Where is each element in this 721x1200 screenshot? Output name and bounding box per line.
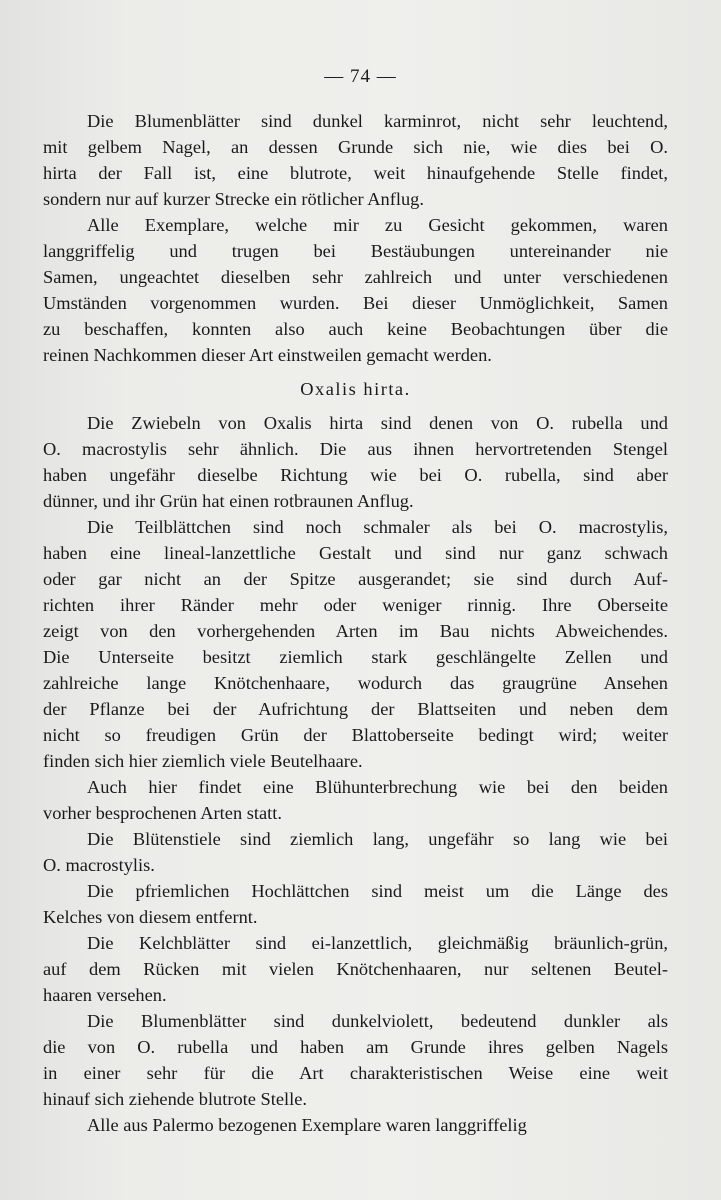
page-number: — 74 —	[324, 66, 397, 87]
paragraph	[43, 108, 668, 212]
text-line: in einer sehr für die Art charakteristischen Weise eine weit	[43, 1063, 668, 1083]
text-line: mit gelbem Nagel, an dessen Grunde sich nie, wie dies bei O.	[43, 137, 668, 157]
text-line: Die Blumenblätter sind dunkel karminrot, nicht sehr leuchtend,	[87, 111, 668, 131]
text-block-after-heading	[43, 410, 668, 1138]
text-line: hinauf sich ziehende blutrote Stelle.	[43, 1089, 308, 1109]
paragraph	[43, 878, 668, 930]
text-line: zu beschaffen, konnten also auch keine Beobachtungen über die	[43, 319, 668, 339]
paragraph	[43, 774, 668, 826]
text-line: Die Blütenstiele sind ziemlich lang, ungefähr so lang wie bei	[87, 829, 668, 849]
text-line: dünner, und ihr Grün hat einen rotbraunen Anflug.	[43, 491, 414, 511]
text-line: Alle aus Palermo bezogenen Exemplare waren langgriffelig	[87, 1115, 527, 1135]
text-line: Die Kelchblätter sind ei-lanzettlich, gleichmäßig bräunlich-grün,	[87, 933, 668, 953]
paragraph	[43, 1008, 668, 1112]
paragraph	[43, 1112, 668, 1138]
text-line: sondern nur auf kurzer Strecke ein rötlicher Anflug.	[43, 189, 424, 209]
text-line: der Pflanze bei der Aufrichtung der Blattseiten und neben dem	[43, 699, 668, 719]
text-line: O. macrostylis sehr ähnlich. Die aus ihnen hervortretenden Stengel	[43, 439, 668, 459]
text-line: langgriffelig und trugen bei Bestäubungen untereinander nie	[43, 241, 668, 261]
text-line: Umständen vorgenommen wurden. Bei dieser Unmöglichkeit, Samen	[43, 293, 668, 313]
section-heading: Oxalis hirta.	[300, 379, 411, 399]
text-line: Alle Exemplare, welche mir zu Gesicht gekommen, waren	[87, 215, 668, 235]
text-line: O. macrostylis.	[43, 855, 155, 875]
text-line: Kelches von diesem entfernt.	[43, 907, 258, 927]
text-line: zahlreiche lange Knötchenhaare, wodurch das graugrüne Ansehen	[43, 673, 668, 693]
paragraph	[43, 212, 668, 368]
text-line: haben ungefähr dieselbe Richtung wie bei O. rubella, sind aber	[43, 465, 668, 485]
text-line: Samen, ungeachtet dieselben sehr zahlreich und unter verschiedenen	[43, 267, 668, 287]
text-line: finden sich hier ziemlich viele Beutelhaare.	[43, 751, 363, 771]
text-line: haben eine lineal-lanzettliche Gestalt und sind nur ganz schwach	[43, 543, 668, 563]
text-line: Die Teilblättchen sind noch schmaler als bei O. macrostylis,	[87, 517, 668, 537]
text-line: die von O. rubella und haben am Grunde ihres gelben Nagels	[43, 1037, 668, 1057]
text-line: auf dem Rücken mit vielen Knötchenhaaren, nur seltenen Beutel-	[43, 959, 668, 979]
paragraph	[43, 410, 668, 514]
text-line: oder gar nicht an der Spitze ausgerandet; sie sind durch Auf-	[43, 569, 668, 589]
text-line: richten ihrer Ränder mehr oder weniger rinnig. Ihre Oberseite	[43, 595, 668, 615]
text-line: Die Blumenblätter sind dunkelviolett, bedeutend dunkler als	[87, 1011, 668, 1031]
text-line: Die Unterseite besitzt ziemlich stark geschlängelte Zellen und	[43, 647, 668, 667]
page-text	[43, 108, 668, 1138]
text-line: Die Zwiebeln von Oxalis hirta sind denen von O. rubella und	[87, 413, 668, 433]
text-line: haaren versehen.	[43, 985, 167, 1005]
text-line: hirta der Fall ist, eine blutrote, weit hinaufgehende Stelle findet,	[43, 163, 668, 183]
paragraph	[43, 930, 668, 1008]
paragraph	[43, 514, 668, 774]
text-line: reinen Nachkommen dieser Art einstweilen gemacht werden.	[43, 345, 492, 365]
text-line: vorher besprochenen Arten statt.	[43, 803, 282, 823]
paragraph	[43, 826, 668, 878]
text-line: Auch hier findet eine Blühunterbrechung wie bei den beiden	[87, 777, 668, 797]
text-block-before-heading	[43, 108, 668, 368]
text-line: zeigt von den vorhergehenden Arten im Bau nichts Abweichendes.	[43, 621, 668, 641]
text-line: Die pfriemlichen Hochlättchen sind meist um die Länge des	[87, 881, 668, 901]
text-line: nicht so freudigen Grün der Blattoberseite bedingt wird; weiter	[43, 725, 668, 745]
